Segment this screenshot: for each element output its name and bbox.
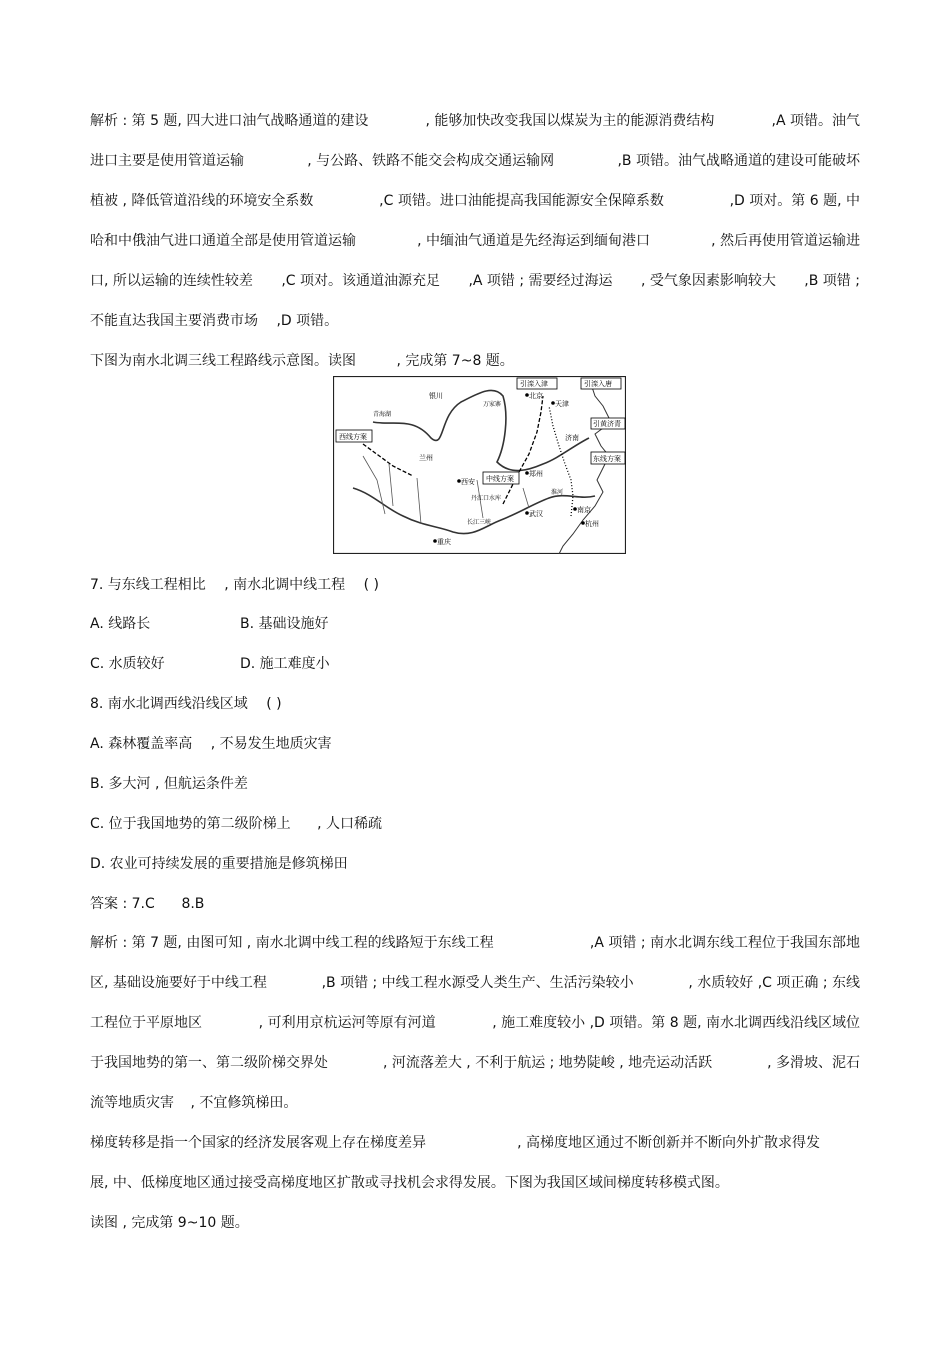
text-segment: ,B 项错 ; 中线工程水源受人类生产、生活污染较小 — [321, 975, 634, 991]
eastern-route-label: 东线方案 — [593, 455, 621, 463]
text-segment: 流等地质灾害 — [90, 1095, 174, 1111]
text-segment: , 南水北调中线工程 — [224, 577, 346, 593]
analysis1-line-3 — [90, 192, 860, 210]
city-dot — [433, 539, 437, 543]
text-segment: 工程位于平原地区 — [90, 1015, 202, 1031]
city-label: 南京 — [577, 506, 591, 514]
text-segment: ,A 项错。油气 — [771, 113, 860, 129]
text-segment: 解析 : 第 7 题, 由图可知 , 南水北调中线工程的线路短于东线工程 — [90, 935, 494, 951]
text-segment: ,A 项错 ; 南水北调东线工程位于我国东部地 — [589, 935, 860, 951]
text-segment: , 中缅油气通道是先经海运到缅甸港口 — [417, 233, 650, 249]
analysis1-line-6 — [90, 312, 338, 330]
city-label: 银川 — [429, 392, 443, 400]
text-segment: 8. 南水北调西线沿线区域 — [90, 696, 248, 712]
text-segment: ( ) — [266, 696, 282, 712]
text-segment: , 能够加快改变我国以煤炭为主的能源消费结构 — [425, 113, 715, 129]
city-dot — [525, 511, 529, 515]
city-label: 杭州 — [585, 520, 599, 528]
text-segment: ,C 项错。进口油能提高我国能源安全保障系数 — [379, 193, 664, 209]
text-segment: ,C 项对。该通道油源充足 — [281, 273, 441, 289]
text-segment: ( ) — [363, 577, 379, 593]
text-segment: , 不易发生地质灾害 — [210, 736, 332, 752]
text-segment: ,B 项错 ; — [804, 273, 860, 289]
text-segment: 进口主要是使用管道运输 — [90, 153, 244, 169]
city-label: 兰州 — [419, 454, 433, 462]
yinluanrutang-label: 引滦入唐 — [584, 380, 612, 388]
analysis2-line-5 — [90, 1094, 297, 1112]
intro-q9-10-line-1 — [90, 1134, 820, 1152]
western-route-label: 西线方案 — [339, 433, 367, 441]
question-7-option-d: D. 施工难度小 — [240, 656, 330, 672]
intro-q9-10-line-3: 读图 , 完成第 9~10 题。 — [90, 1215, 249, 1231]
analysis1-line-4 — [90, 232, 860, 250]
city-label: 天津 — [555, 400, 569, 408]
question-8-stem — [90, 695, 282, 713]
text-segment: , 完成第 7~8 题。 — [396, 353, 514, 369]
text-segment: , 然后再使用管道运输进 — [711, 233, 860, 249]
text-segment: , 受气象因素影响较大 — [640, 273, 776, 289]
intro-q7-8 — [90, 352, 514, 370]
place-label: 丹江口水库 — [471, 495, 502, 502]
text-segment: , 多滑坡、泥石 — [767, 1055, 860, 1071]
city-label: 重庆 — [437, 538, 451, 546]
city-dot — [573, 507, 577, 511]
text-segment: 下图为南水北调三线工程路线示意图。读图 — [90, 353, 356, 369]
text-segment: 哈和中俄油气进口通道全部是使用管道运输 — [90, 233, 356, 249]
city-dot — [551, 401, 555, 405]
city-label: 郑州 — [529, 470, 543, 478]
text-segment: , 施工难度较小 ,D 项错。第 8 题, 南水北调西线沿线区域位 — [492, 1015, 860, 1031]
answer-line: 答案 : 7.C 8.B — [90, 896, 205, 912]
city-label: 北京 — [529, 392, 543, 400]
city-label: 济南 — [565, 434, 579, 442]
analysis1-line-1 — [90, 112, 860, 130]
city-dot — [457, 479, 461, 483]
text-segment: ,A 项错 ; 需要经过海运 — [468, 273, 613, 289]
text-segment: ,D 项错。 — [276, 313, 339, 329]
text-segment: , 与公路、铁路不能交会构成交通运输网 — [307, 153, 555, 169]
text-segment: , 水质较好 ,C 项正确 ; 东线 — [688, 975, 860, 991]
text-segment: , 高梯度地区通过不断创新并不断向外扩散求得发 — [517, 1135, 820, 1151]
middle-route-label: 中线方案 — [486, 475, 514, 483]
text-segment: , 可利用京杭运河等原有河道 — [258, 1015, 436, 1031]
analysis2-line-4 — [90, 1054, 860, 1072]
question-8-option-d: D. 农业可持续发展的重要措施是修筑梯田 — [90, 856, 348, 872]
analysis2-line-2 — [90, 974, 860, 992]
question-8-option-b: B. 多大河 , 但航运条件差 — [90, 776, 248, 792]
question-7-option-c: C. 水质较好 — [90, 656, 165, 672]
analysis1-line-2 — [90, 152, 860, 170]
city-dot — [525, 393, 529, 397]
city-dot — [525, 471, 529, 475]
intro-q9-10-line-2: 展, 中、低梯度地区通过接受高梯度地区扩散或寻找机会求得发展。下图为我国区域间梯度转移模式图。 — [90, 1175, 729, 1191]
text-segment: 口, 所以运输的连续性较差 — [90, 273, 253, 289]
text-segment: 不能直达我国主要消费市场 — [90, 313, 258, 329]
analysis1-line-5 — [90, 272, 860, 290]
text-segment: ,B 项错。油气战略通道的建设可能破坏 — [617, 153, 860, 169]
text-segment: 于我国地势的第一、第二级阶梯交界处 — [90, 1055, 328, 1071]
place-label: 万家寨 — [483, 401, 502, 408]
question-8-option-c — [90, 815, 382, 833]
city-label: 西安 — [461, 478, 475, 486]
city-dot — [581, 521, 585, 525]
place-label: 长江三峡 — [467, 519, 492, 526]
text-segment: ,D 项对。第 6 题, 中 — [729, 193, 860, 209]
place-label: 青海湖 — [373, 411, 392, 418]
yinhuangjiqing-label: 引黄济青 — [593, 420, 621, 428]
question-7-option-a: A. 线路长 — [90, 616, 151, 632]
map-frame — [334, 377, 626, 554]
question-7-option-b: B. 基础设施好 — [240, 616, 329, 632]
analysis2-line-3 — [90, 1014, 860, 1032]
question-8-option-a — [90, 735, 332, 753]
text-segment: , 不宜修筑梯田。 — [190, 1095, 298, 1111]
text-segment: 区, 基础设施要好于中线工程 — [90, 975, 267, 991]
text-segment: 植被 , 降低管道沿线的环境安全系数 — [90, 193, 314, 209]
place-label: 淮河 — [551, 489, 564, 496]
analysis2-line-1 — [90, 934, 860, 952]
south-north-water-diversion-map — [333, 376, 626, 554]
text-segment: 解析 : 第 5 题, 四大进口油气战略通道的建设 — [90, 113, 369, 129]
text-segment: 7. 与东线工程相比 — [90, 577, 206, 593]
city-label: 武汉 — [529, 510, 543, 518]
text-segment: , 河流落差大 , 不利于航运 ; 地势陡峻 , 地壳运动活跃 — [382, 1055, 713, 1071]
yinluanrujin-label: 引滦入津 — [520, 380, 548, 388]
text-segment: , 人口稀疏 — [317, 816, 383, 832]
text-segment: A. 森林覆盖率高 — [90, 736, 193, 752]
text-segment: C. 位于我国地势的第二级阶梯上 — [90, 816, 291, 832]
question-7-stem — [90, 576, 379, 594]
text-segment: 梯度转移是指一个国家的经济发展客观上存在梯度差异 — [90, 1135, 426, 1151]
